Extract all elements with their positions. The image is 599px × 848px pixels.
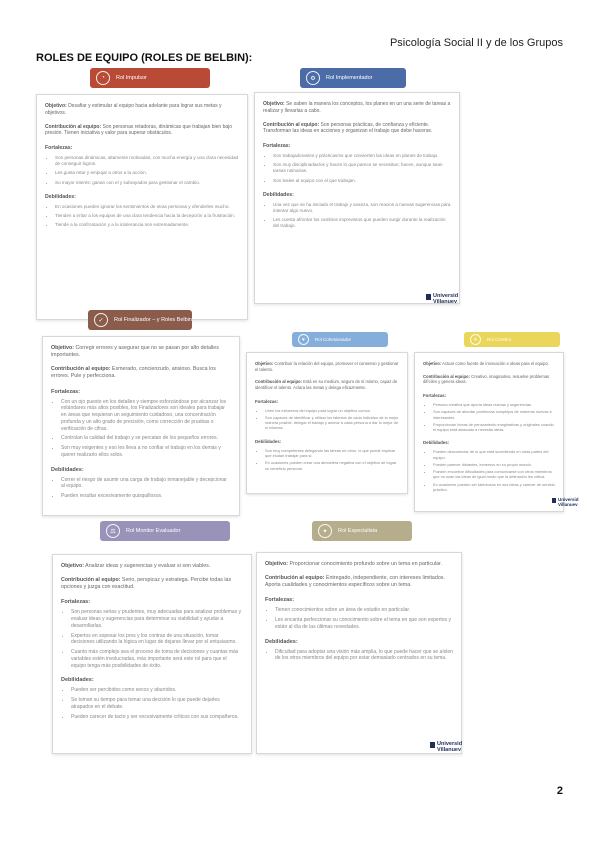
logo-text: Villanuev xyxy=(558,502,578,507)
list-item: • Pueden encontrar dificultades para comunicarse con otros miembros que no usan las ideas de igual modo que la detinación les critica. xyxy=(433,469,555,480)
objective xyxy=(51,345,231,359)
contribution xyxy=(265,575,453,589)
weaknesses-list xyxy=(423,449,555,492)
banner-cohesionador xyxy=(292,332,388,347)
contribution-text: Son personas retadoras, dinámicas que trabajan bien bajo presión. Tienen iniciativa y valor para superar obstáculos. xyxy=(45,123,233,137)
banner-cerebro xyxy=(464,332,560,347)
weaknesses-heading: Debilidades: xyxy=(51,466,84,473)
card-impulsor xyxy=(36,94,248,320)
logo-text: Villanuev xyxy=(433,299,458,305)
graduation-cap-icon: ✦ xyxy=(318,524,332,538)
logo-text: Universid xyxy=(558,497,579,502)
handshake-icon: ♥ xyxy=(298,334,309,345)
course-header: Psicología Social II y de los Grupos xyxy=(389,37,563,49)
strengths-heading: Fortalezas: xyxy=(255,398,279,404)
list-item: • Tienden a irritar a los equipos de una clara tendencia hacia la decepción a la frustración. xyxy=(55,213,239,219)
page-number: 2 xyxy=(556,785,563,797)
strengths-list xyxy=(265,607,453,630)
strengths-list xyxy=(61,609,243,669)
contribution xyxy=(423,374,555,385)
strengths-list xyxy=(45,155,239,186)
weaknesses-heading: Debilidades: xyxy=(61,677,94,684)
contribution-label: Contribución al equipo: xyxy=(263,121,320,128)
objective xyxy=(265,561,453,568)
objective-text: Actuar como fuente de innovación e ideas para el equipo. xyxy=(442,361,549,366)
strengths-list xyxy=(51,399,231,459)
strengths-heading: Fortalezas: xyxy=(423,393,447,399)
list-item: • Son personas serias y prudentes, muy adecuadas para analizar problemas y evaluar ideas y sugerencias para determinar su viabilidad y ayudar a desarrollarlas. xyxy=(71,609,243,629)
list-item: • Son leales al equipo con el que trabajan. xyxy=(273,178,451,184)
list-item: • En ocasiones pueden ignorar los sentimientos de otras personas y ofenderles mucho. xyxy=(55,204,239,210)
list-item: • Proporcionan líneas de pensamiento imaginativas y originales cuando el equipo está atascado a necesita ideas. xyxy=(433,422,555,433)
strengths-heading: Fortalezas: xyxy=(45,145,73,151)
list-item: • Les cuesta afrontar los cambios imprevistos que pueden surgir durante la realización del trabajo. xyxy=(273,217,451,229)
list-item: • Pueden ser percibidos como secos y aburridos. xyxy=(71,687,243,694)
objective xyxy=(45,103,239,117)
banner-label: Rol Finalizador – y Roles Belbin xyxy=(114,316,192,323)
card-cerebro xyxy=(414,352,564,512)
list-item: • Son trabajadoras/es y prácticas/os que convierten las ideas en planes de trabajo. xyxy=(273,153,451,159)
objective-label: Objetivo: xyxy=(255,361,274,366)
scale-icon: ⚖ xyxy=(106,524,120,538)
list-item: • Les encanta perfeccionar su conocimiento sobre el tema en que son expertos y están al día de las últimas novedades. xyxy=(275,617,453,631)
list-item: • Pueden desconectar de lo que está sucediendo en otras partes del equipo. xyxy=(433,449,555,460)
speedometer-icon: ◔ xyxy=(96,71,110,85)
contribution-label: Contribución al equipo: xyxy=(255,379,302,385)
list-item: • Controlan la calidad del trabajo y se percatan de los pequeños errores. xyxy=(61,435,231,442)
contribution-text: Está en su medium, seguro de sí mismo, capaz de identificar el talento. Aclara las metas y delega eficazmente. xyxy=(255,379,398,391)
weaknesses-heading: Debilidades: xyxy=(45,193,76,200)
contribution-label: Contribución al equipo: xyxy=(423,373,470,379)
objective-text: Contribuir la relación del equipo, promover el consenso y gestionar el talento. xyxy=(255,361,399,372)
banner-monitor xyxy=(100,521,230,541)
list-item: • Expertos en sopesar los pros y los contras de una situación, tomar decisiones utilizando la lógica en lugar de dejarse llevar por el entusiasmo. xyxy=(71,633,243,647)
list-item: • Son capaces de identificar y utilizar los talentos de cada individuo de la mejor manera posible, delegar el trabajo y animar a cada persona a dar lo mejor de sí mismas. xyxy=(265,415,399,431)
objective-label: Objetivo: xyxy=(423,361,442,366)
banner-label: Rol Monitor Evaluador xyxy=(126,527,181,534)
list-item: • En ocasiones pueden ser talentosos en sus ideas y carecer de sentido práctico. xyxy=(433,482,555,493)
banner-especialista xyxy=(312,521,412,541)
university-logo xyxy=(426,294,458,306)
weaknesses-list xyxy=(263,202,451,230)
banner-label: Rol Cerebro xyxy=(487,336,512,342)
list-item: • Persona creativa que aporta ideas nuevas y sugerencias. xyxy=(433,402,555,407)
list-item: • Tienen conocimientos sobre un área de estudio en particular. xyxy=(275,607,453,614)
contribution xyxy=(255,379,399,390)
objective-label: Objetivo: xyxy=(265,561,288,567)
list-item: • Son personas dinámicas, altamente motivadas, con mucha energía y una clara necesidad de conseguir logros. xyxy=(55,155,239,167)
weaknesses-heading: Debilidades: xyxy=(423,440,450,446)
banner-label: Rol Implementador xyxy=(326,74,373,81)
strengths-heading: Fortalezas: xyxy=(263,143,291,149)
strengths-heading: Fortalezas: xyxy=(51,388,81,395)
objective-label: Objetivo: xyxy=(51,345,74,351)
list-item: • Unen los esfuerzos del equipo para lograr un objetivo común. xyxy=(265,408,399,413)
weaknesses-heading: Debilidades: xyxy=(265,638,298,645)
page-title: ROLES DE EQUIPO (ROLES DE BELBIN): xyxy=(36,52,253,64)
objective-text: Analizar ideas y sugerencias y evaluar si son viables. xyxy=(85,563,211,569)
list-item: • Pueden carecer de tacto y ser excesivamente críticos con sus compañeros. xyxy=(71,714,243,721)
list-item: • Son muy exigentes y eso les lleva a no confiar el trabajo en los demás y querer realizarlo ellos solos. xyxy=(61,445,231,459)
banner-impulsor xyxy=(90,68,210,88)
weaknesses-list xyxy=(265,649,453,663)
objective-label: Objetivo: xyxy=(61,563,84,569)
contribution xyxy=(263,122,451,136)
objective-text: Proporcionar conocimiento profundo sobre un tema en particular. xyxy=(289,561,442,567)
list-item: • En ocasiones pueden crear una atmósfera negativa con el objetivo de lograr su beneficio personal. xyxy=(265,460,399,471)
list-item: • Pueden resultar excesivamente quisquillosos. xyxy=(61,493,231,500)
objective xyxy=(61,563,243,570)
banner-implementador xyxy=(300,68,406,88)
weaknesses-list xyxy=(45,204,239,229)
strengths-list xyxy=(255,408,399,431)
contribution-label: Contribución al equipo: xyxy=(61,577,121,584)
weaknesses-list xyxy=(51,477,231,500)
list-item: • Les gusta retar y empujar a otros a la acción. xyxy=(55,170,239,176)
list-item: • Dificultad para adoptar una visión más amplia, lo que puede hacer que se aíslen de los otros miembros del equipo por estar demasiado centrados en su tema. xyxy=(275,649,453,663)
university-logo xyxy=(430,742,462,754)
list-item: • Son muy disciplinadas/os y hacen lo que parece se necesitan; hacen, aunque sean tareas rutinarias. xyxy=(273,162,451,174)
logo-text: Villanuev xyxy=(437,747,462,753)
list-item: • Con un ojo puesto en los detalles y siempre esforzándose por alcanzar los estándares más altos posibles, los Finalizadores son ideales para trabajar en áreas que requieran un seguimiento cuidadoso, una concentración profunda y un alto grado de precisión, como corrección de pruebas o verificación de cifras. xyxy=(61,399,231,433)
banner-finalizador xyxy=(88,310,192,330)
card-implementador xyxy=(254,92,460,304)
card-monitor xyxy=(52,554,252,754)
contribution-text: Entregado, independiente, con intereses limitados. Aporta cualidades y conocimientos específicos sobre un tema. xyxy=(265,575,445,589)
contribution-text: Son personas prácticas, de confianza y eficiente. Transforman las ideas en acciones y organizan el trabajo que debe hacerse. xyxy=(263,121,433,135)
objective-label: Objetivo: xyxy=(263,101,285,107)
list-item: • Tiende a la confrontación y a la intolerancia son extremadamente. xyxy=(55,222,239,228)
contribution-text: Esmerado, concienzudo, ansioso. Busca los errores. Pule y perfecciona. xyxy=(51,366,216,380)
contribution xyxy=(45,124,239,138)
strengths-heading: Fortalezas: xyxy=(265,597,295,604)
lightbulb-icon: ☀ xyxy=(470,334,481,345)
contribution-text: Serio, perspicaz y estratega. Percibe todas las opciones y juzga con exactitud. xyxy=(61,577,232,591)
contribution xyxy=(61,577,243,591)
objective-text: Se saben la manera los conceptos, los planes en un una serie de tareas a realizar y llevarlas a cabo. xyxy=(263,101,451,114)
contribution-label: Contribución al equipo: xyxy=(51,366,111,373)
list-item: • Se toman su tiempo para tomar una decisión lo que puede dejarles atrapados en el debate. xyxy=(71,697,243,711)
contribution-label: Contribución al equipo: xyxy=(45,123,102,130)
list-item: • Su mayor interés: ganan con el y subrayados para gestionar el cambio. xyxy=(55,180,239,186)
list-item: • Pueden parecer distantes, inmersos en su propio mundo. xyxy=(433,462,555,467)
list-item: • Son capaces de abordar problemas complejos de maneras nuevas e interesantes. xyxy=(433,409,555,420)
logo-text: Universid xyxy=(437,741,463,747)
objective xyxy=(263,101,451,115)
objective-label: Objetivo: xyxy=(45,103,67,109)
contribution xyxy=(51,366,231,380)
card-especialista xyxy=(256,552,462,754)
weaknesses-list xyxy=(255,448,399,471)
logo-text: Universid xyxy=(433,293,459,299)
strengths-list xyxy=(423,402,555,432)
strengths-list xyxy=(263,153,451,184)
weaknesses-heading: Debilidades: xyxy=(255,438,282,444)
banner-label: Rol Especialista xyxy=(338,527,378,534)
contribution-label: Contribución al equipo: xyxy=(265,575,325,582)
strengths-heading: Fortalezas: xyxy=(61,599,91,606)
gears-icon: ⚙ xyxy=(306,71,320,85)
clipboard-check-icon: ✓ xyxy=(94,313,108,327)
objective xyxy=(423,361,555,367)
objective xyxy=(255,361,399,372)
list-item: • Cuanto más complejo sea el proceso de toma de decisiones y cuantas más variables estén involucradas, más importante será este rol para que el equipo tenga más posibilidades de éxito. xyxy=(71,649,243,669)
contribution-text: Creativo, imaginativo, resuelve problemas difíciles y genera ideas. xyxy=(423,373,550,385)
list-item: • Son muy competentes delegando las tareas en otros, lo que puede implicar que eludan trabajar para sí. xyxy=(265,448,399,459)
list-item: • Correr el riesgo de asumir una carga de trabajo inmanejable y decepcionar al equipo. xyxy=(61,477,231,491)
card-cohesionador xyxy=(246,352,408,494)
list-item: • Una vez que se ha iniciado el trabajo y avanza, son reacios a nuevas sugerencias para intentar algo nuevo. xyxy=(273,202,451,214)
university-logo xyxy=(552,498,579,508)
banner-label: Rol Impulsor xyxy=(116,74,147,81)
weaknesses-heading: Debilidades: xyxy=(263,191,294,198)
weaknesses-list xyxy=(61,687,243,720)
objective-text: Corregir errores y asegurar que no se pasan por alto detalles importantes. xyxy=(51,345,219,359)
banner-label: Rol Cohesionador xyxy=(315,336,352,342)
objective-text: Desafiar y estimular al equipo hacia adelante para lograr sus metas y objetivos. xyxy=(45,103,222,116)
card-finalizador xyxy=(42,336,240,516)
